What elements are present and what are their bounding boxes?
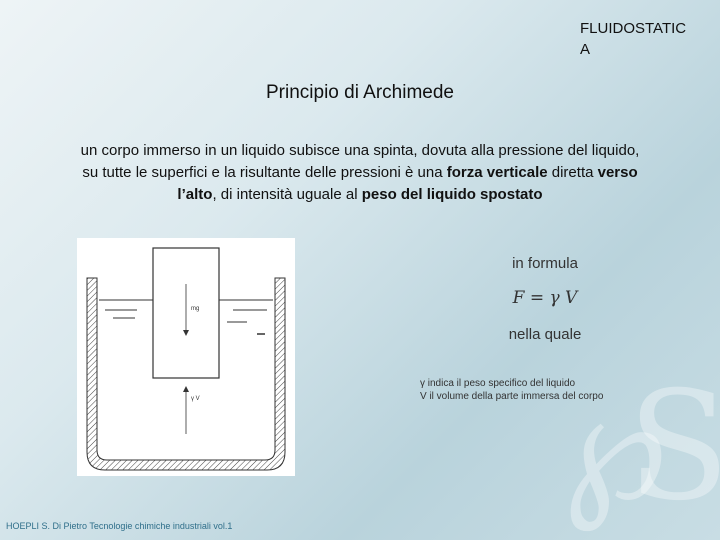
diagram-svg	[77, 238, 295, 476]
definition-part-3: , di intensità uguale al	[212, 186, 362, 203]
legend-line-2: V il volume della parte immersa del corpo	[420, 391, 604, 402]
archimedes-diagram	[77, 238, 295, 476]
label-mg: mg	[191, 306, 200, 312]
watermark-logo: ℘S	[562, 360, 690, 534]
formula-expression: F = γ V	[512, 288, 578, 308]
formula-block	[460, 255, 630, 343]
nella-quale-label: nella quale	[508, 326, 582, 343]
definition-part-1: un corpo immerso in un liquido subisce una spinta, dovuta alla pressione del liquido, su tutte le superfici e la risultante delle pressioni è una	[80, 142, 640, 181]
page-title: Principio di Archimede	[266, 82, 454, 103]
formula-legend	[420, 377, 603, 403]
label-gamma-v: γ V	[191, 396, 200, 402]
definition-part-2: diretta	[547, 164, 598, 181]
definition-bold-2: verso l’alto	[177, 164, 638, 203]
definition-text	[72, 140, 648, 206]
legend-line-1: γ indica il peso specifico del liquido	[420, 378, 576, 389]
footer-credit: HOEPLI S. Di Pietro Tecnologie chimiche industriali vol.1	[6, 521, 233, 531]
definition-bold-1: forza verticale	[446, 164, 548, 181]
formula-label: in formula	[512, 255, 578, 272]
definition-bold-3: peso del liquido spostato	[361, 186, 543, 203]
section-tag: FLUIDOSTATIC A	[580, 20, 687, 58]
